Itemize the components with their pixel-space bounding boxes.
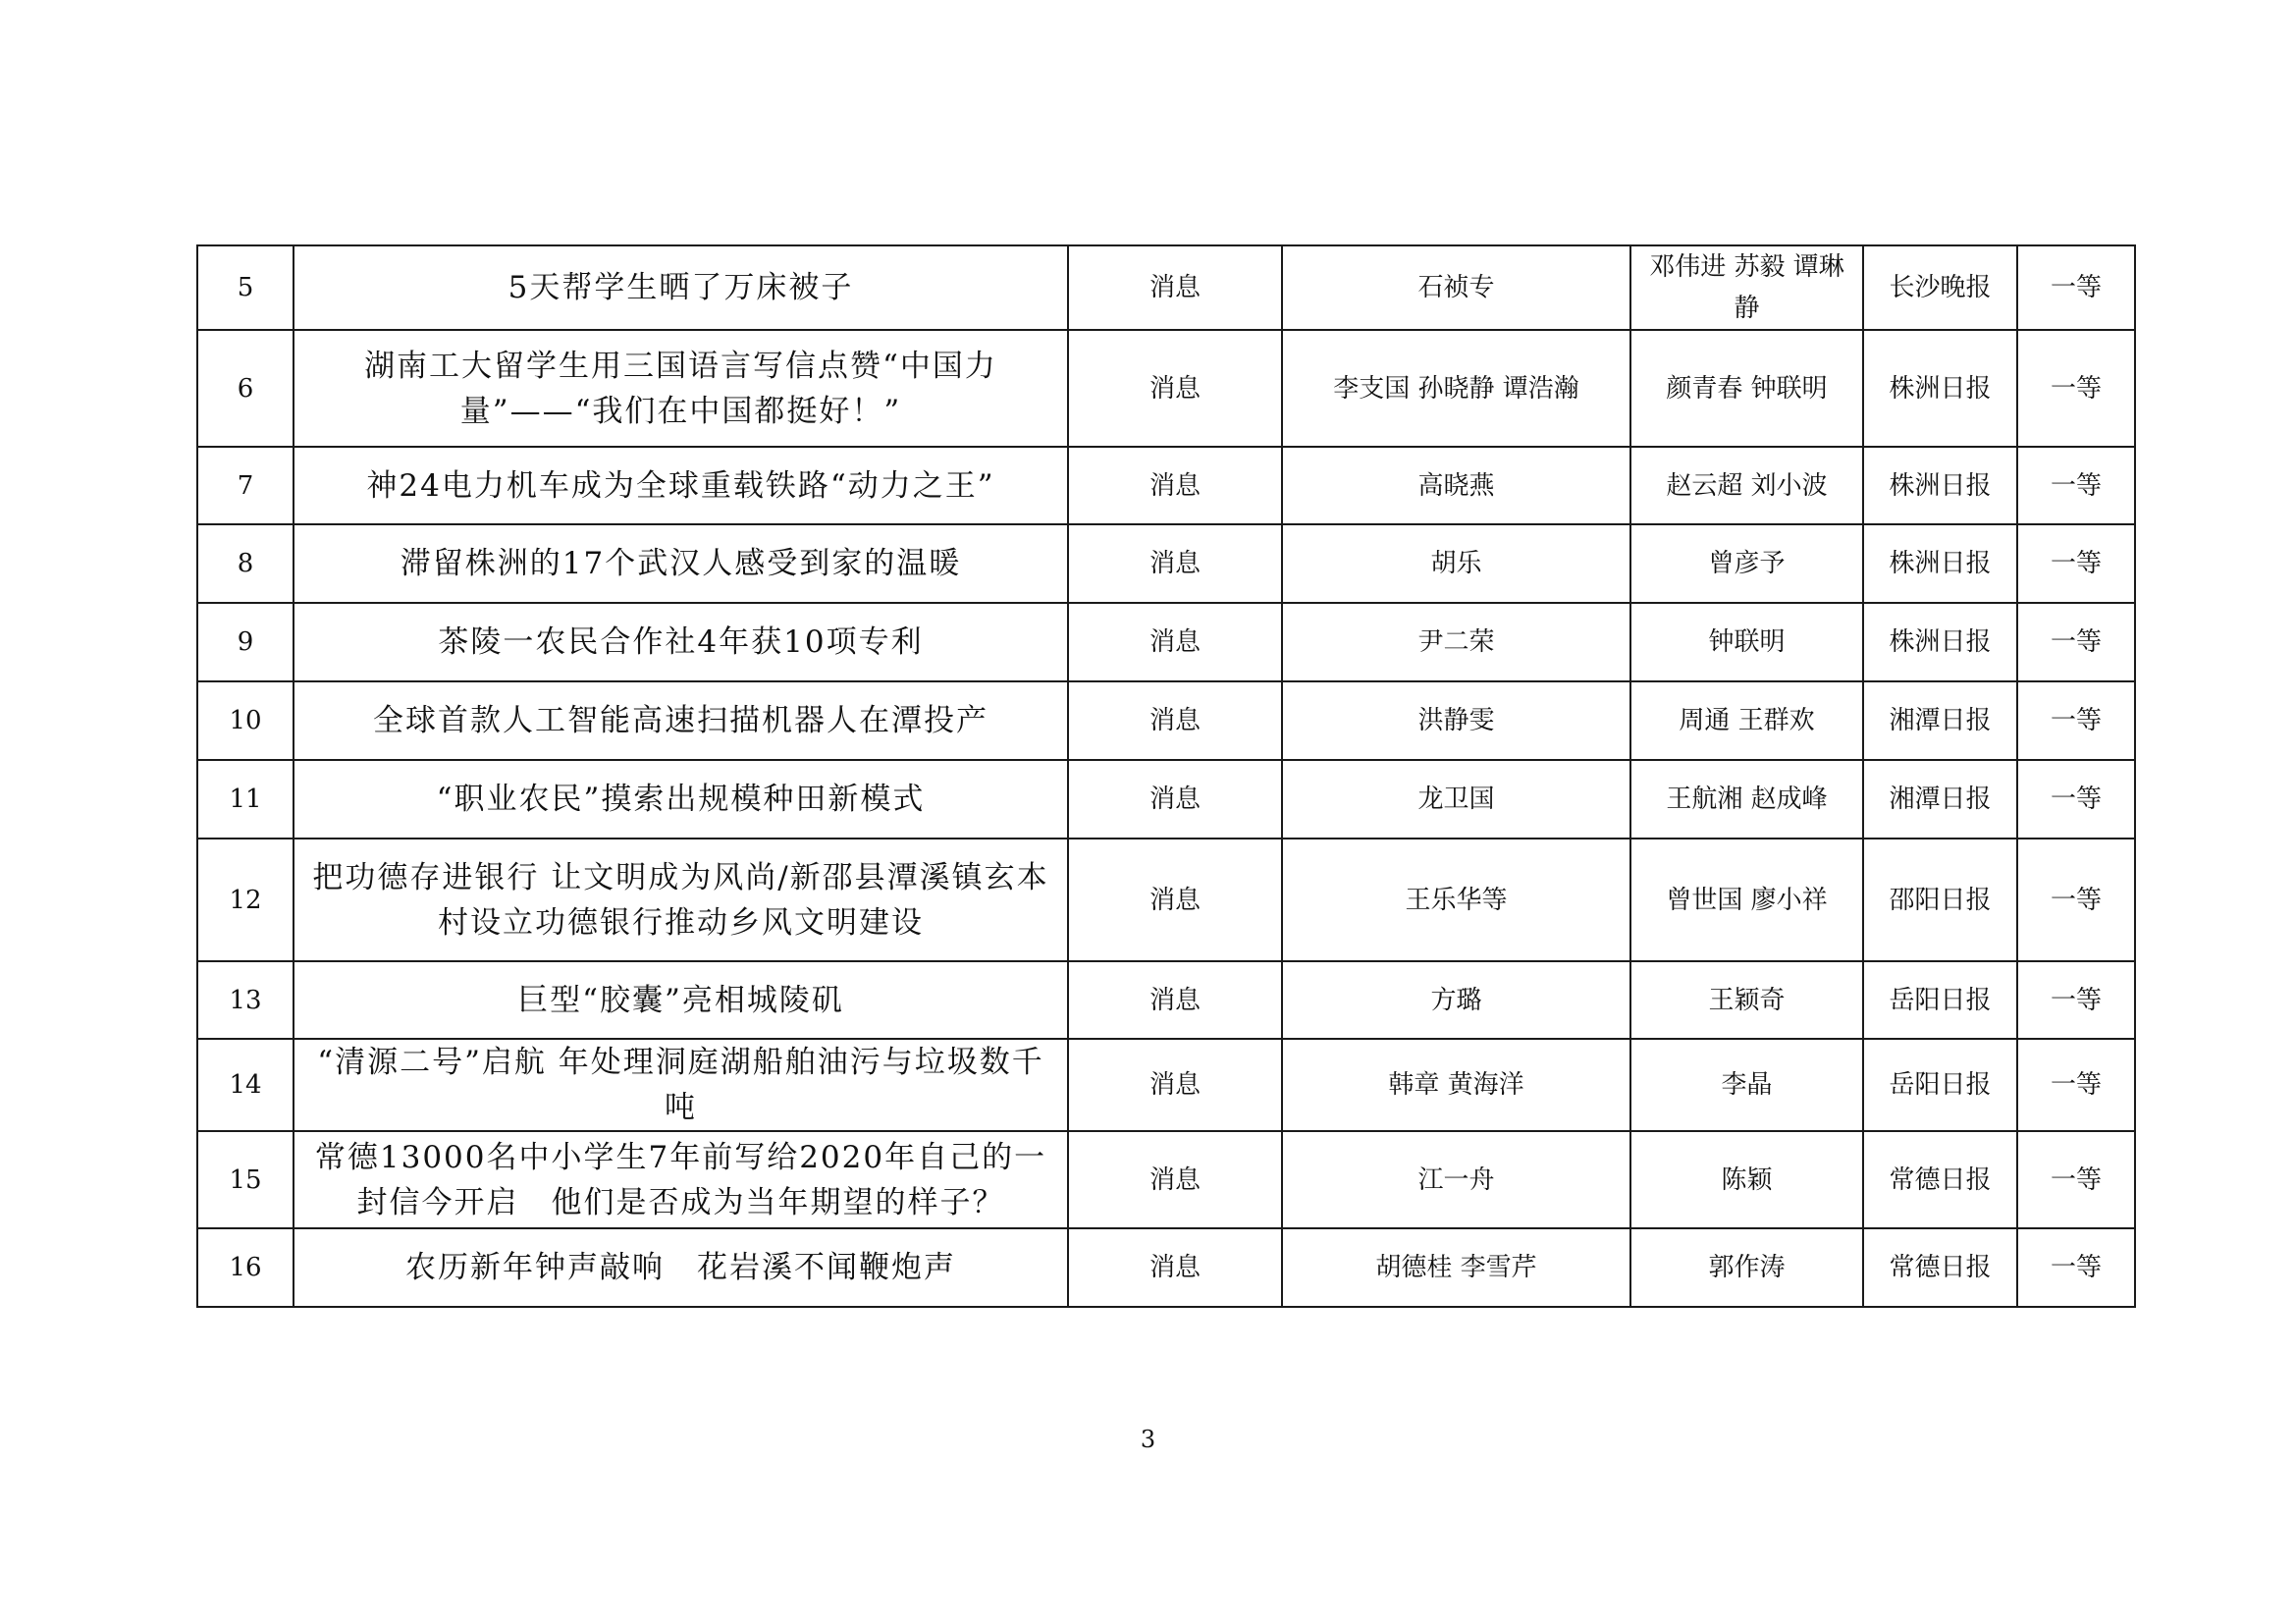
row-number: 6	[197, 330, 294, 447]
entry-title: “清源二号”启航 年处理洞庭湖船舶油污与垃圾数千吨	[294, 1039, 1068, 1131]
entry-media: 株洲日报	[1863, 524, 2017, 603]
table-row	[197, 839, 2135, 961]
entry-award: 一等	[2017, 330, 2135, 447]
entry-award: 一等	[2017, 961, 2135, 1039]
table-row	[197, 245, 2135, 330]
table-row	[197, 1131, 2135, 1228]
entry-title: 巨型“胶囊”亮相城陵矶	[294, 961, 1068, 1039]
row-number: 16	[197, 1228, 294, 1307]
entry-type: 消息	[1068, 524, 1282, 603]
entry-media: 长沙晚报	[1863, 245, 2017, 330]
entry-media: 常德日报	[1863, 1131, 2017, 1228]
entry-award: 一等	[2017, 603, 2135, 681]
entry-author: 江一舟	[1282, 1131, 1630, 1228]
entry-media: 湘潭日报	[1863, 760, 2017, 839]
entry-editor: 陈颖	[1630, 1131, 1863, 1228]
entry-editor: 郭作涛	[1630, 1228, 1863, 1307]
table-row	[197, 524, 2135, 603]
entry-type: 消息	[1068, 681, 1282, 760]
entry-type: 消息	[1068, 1039, 1282, 1131]
row-number: 13	[197, 961, 294, 1039]
row-number: 15	[197, 1131, 294, 1228]
table-row	[197, 603, 2135, 681]
row-number: 14	[197, 1039, 294, 1131]
page-number: 3	[1140, 1426, 1156, 1453]
table-row	[197, 330, 2135, 447]
entry-title: 5天帮学生晒了万床被子	[294, 245, 1068, 330]
entry-type: 消息	[1068, 961, 1282, 1039]
entry-author: 石祯专	[1282, 245, 1630, 330]
entry-editor: 颜青春 钟联明	[1630, 330, 1863, 447]
entry-award: 一等	[2017, 760, 2135, 839]
entry-media: 岳阳日报	[1863, 1039, 2017, 1131]
row-number: 5	[197, 245, 294, 330]
entry-editor: 王航湘 赵成峰	[1630, 760, 1863, 839]
entry-type: 消息	[1068, 1131, 1282, 1228]
entry-title: 全球首款人工智能高速扫描机器人在潭投产	[294, 681, 1068, 760]
awards-table	[196, 244, 2136, 1308]
awards-table-body	[197, 245, 2135, 1307]
entry-title: “职业农民”摸索出规模种田新模式	[294, 760, 1068, 839]
entry-author: 龙卫国	[1282, 760, 1630, 839]
entry-title: 把功德存进银行 让文明成为风尚/新邵县潭溪镇玄本村设立功德银行推动乡风文明建设	[294, 839, 1068, 961]
entry-award: 一等	[2017, 245, 2135, 330]
entry-media: 常德日报	[1863, 1228, 2017, 1307]
table-row	[197, 1039, 2135, 1131]
entry-media: 邵阳日报	[1863, 839, 2017, 961]
entry-media: 株洲日报	[1863, 603, 2017, 681]
entry-type: 消息	[1068, 603, 1282, 681]
row-number: 12	[197, 839, 294, 961]
entry-media: 株洲日报	[1863, 330, 2017, 447]
row-number: 10	[197, 681, 294, 760]
row-number: 7	[197, 447, 294, 524]
entry-media: 株洲日报	[1863, 447, 2017, 524]
entry-editor: 周通 王群欢	[1630, 681, 1863, 760]
row-number: 8	[197, 524, 294, 603]
entry-title: 滞留株洲的17个武汉人感受到家的温暖	[294, 524, 1068, 603]
entry-author: 方璐	[1282, 961, 1630, 1039]
entry-media: 湘潭日报	[1863, 681, 2017, 760]
entry-type: 消息	[1068, 760, 1282, 839]
entry-editor: 钟联明	[1630, 603, 1863, 681]
entry-author: 胡德桂 李雪芹	[1282, 1228, 1630, 1307]
entry-author: 尹二荣	[1282, 603, 1630, 681]
entry-type: 消息	[1068, 245, 1282, 330]
entry-author: 洪静雯	[1282, 681, 1630, 760]
entry-award: 一等	[2017, 1039, 2135, 1131]
entry-type: 消息	[1068, 330, 1282, 447]
table-row	[197, 447, 2135, 524]
entry-title: 常德13000名中小学生7年前写给2020年自己的一封信今开启 他们是否成为当年期望的样子？	[294, 1131, 1068, 1228]
entry-type: 消息	[1068, 1228, 1282, 1307]
entry-award: 一等	[2017, 1131, 2135, 1228]
row-number: 9	[197, 603, 294, 681]
entry-editor: 曾彦予	[1630, 524, 1863, 603]
entry-author: 胡乐	[1282, 524, 1630, 603]
entry-author: 李支国 孙晓静 谭浩瀚	[1282, 330, 1630, 447]
entry-award: 一等	[2017, 524, 2135, 603]
entry-editor: 王颖奇	[1630, 961, 1863, 1039]
entry-title: 茶陵一农民合作社4年获10项专利	[294, 603, 1068, 681]
entry-editor: 曾世国 廖小祥	[1630, 839, 1863, 961]
entry-type: 消息	[1068, 447, 1282, 524]
entry-editor: 邓伟进 苏毅 谭琳静	[1630, 245, 1863, 330]
table-row	[197, 681, 2135, 760]
entry-award: 一等	[2017, 1228, 2135, 1307]
entry-award: 一等	[2017, 447, 2135, 524]
entry-type: 消息	[1068, 839, 1282, 961]
table-row	[197, 961, 2135, 1039]
entry-author: 高晓燕	[1282, 447, 1630, 524]
row-number: 11	[197, 760, 294, 839]
entry-award: 一等	[2017, 681, 2135, 760]
entry-author: 韩章 黄海洋	[1282, 1039, 1630, 1131]
entry-editor: 李晶	[1630, 1039, 1863, 1131]
entry-title: 湖南工大留学生用三国语言写信点赞“中国力量”——“我们在中国都挺好！”	[294, 330, 1068, 447]
entry-editor: 赵云超 刘小波	[1630, 447, 1863, 524]
table-row	[197, 1228, 2135, 1307]
entry-author: 王乐华等	[1282, 839, 1630, 961]
entry-title: 农历新年钟声敲响 花岩溪不闻鞭炮声	[294, 1228, 1068, 1307]
table-row	[197, 760, 2135, 839]
entry-media: 岳阳日报	[1863, 961, 2017, 1039]
entry-award: 一等	[2017, 839, 2135, 961]
entry-title: 神24电力机车成为全球重载铁路“动力之王”	[294, 447, 1068, 524]
